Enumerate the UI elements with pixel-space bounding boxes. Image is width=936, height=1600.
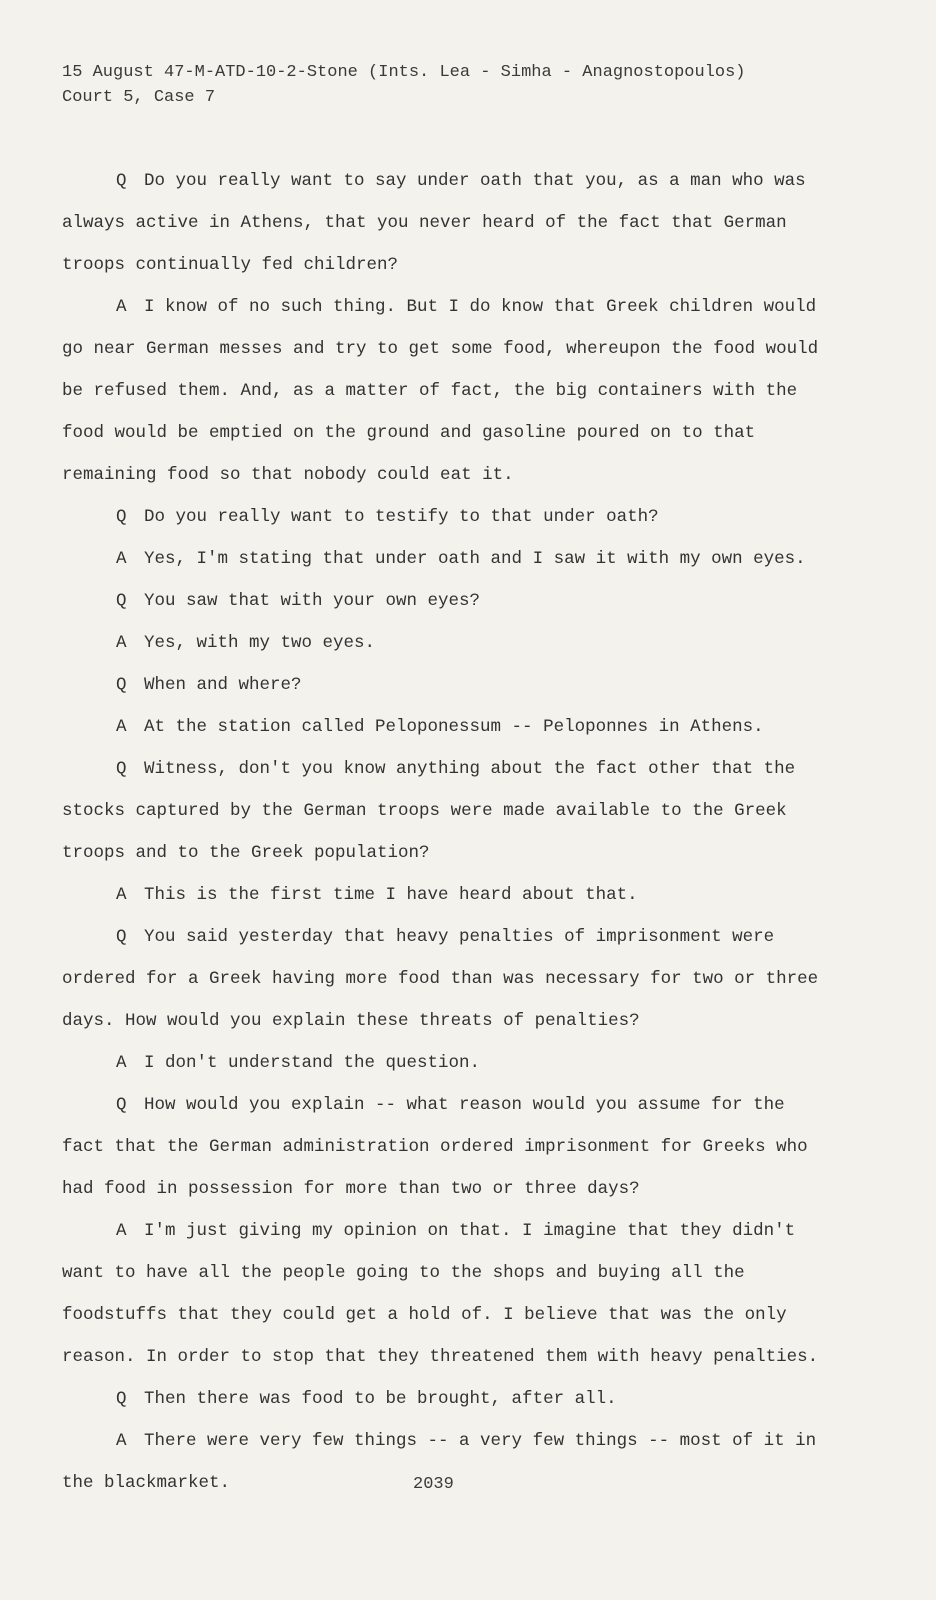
transcript-body (62, 160, 822, 1504)
paragraph-text: This is the first time I have heard about that. (144, 885, 638, 905)
speaker-label: Q (116, 1095, 127, 1115)
speaker-label: A (116, 1431, 127, 1451)
speaker-label: Q (116, 507, 127, 527)
paragraph-text: Do you really want to testify to that under oath? (144, 507, 659, 527)
transcript-paragraph (62, 538, 822, 580)
speaker-label: Q (116, 1389, 127, 1409)
transcript-paragraph (62, 160, 822, 286)
transcript-paragraph (62, 1084, 822, 1210)
header-line-2: Court 5, Case 7 (62, 88, 216, 107)
paragraph-text: Yes, I'm stating that under oath and I saw it with my own eyes. (144, 549, 806, 569)
paragraph-text: Do you really want to say under oath that you, as a man who was always active in Athens, that you never heard of the fact that German troops continually fed children? (62, 171, 806, 275)
speaker-label: Q (116, 759, 127, 779)
transcript-paragraph (62, 622, 822, 664)
transcript-paragraph (62, 496, 822, 538)
transcript-paragraph (62, 706, 822, 748)
paragraph-text: When and where? (144, 675, 302, 695)
paragraph-text: There were very few things -- a very few things -- most of it in the blackmarket. (62, 1431, 817, 1493)
speaker-label: A (116, 297, 127, 317)
paragraph-text: Yes, with my two eyes. (144, 633, 376, 653)
speaker-label: A (116, 549, 127, 569)
speaker-label: Q (116, 927, 127, 947)
page-number: 2039 (413, 1475, 454, 1494)
paragraph-text: I know of no such thing. But I do know that Greek children would go near German messes and try to get some food, whereupon the food would be refused them. And, as a matter of fact, the big containers with the food would be emptied on the ground and gasoline poured on to that remaining food so that nobody could eat it. (62, 297, 819, 485)
transcript-paragraph (62, 1378, 822, 1420)
document-header (62, 60, 746, 110)
speaker-label: Q (116, 171, 127, 191)
transcript-paragraph (62, 916, 822, 1042)
transcript-paragraph (62, 664, 822, 706)
speaker-label: Q (116, 591, 127, 611)
paragraph-text: Then there was food to be brought, after all. (144, 1389, 617, 1409)
paragraph-text: I don't understand the question. (144, 1053, 481, 1073)
paragraph-text: I'm just giving my opinion on that. I imagine that they didn't want to have all the people going to the shops and buying all the foodstuffs that they could get a hold of. I believe that was the only reason. In order to stop that they threatened them with heavy penalties. (62, 1221, 819, 1367)
speaker-label: A (116, 1053, 127, 1073)
transcript-paragraph (62, 1210, 822, 1378)
speaker-label: A (116, 885, 127, 905)
speaker-label: A (116, 717, 127, 737)
paragraph-text: You said yesterday that heavy penalties of imprisonment were ordered for a Greek having more food than was necessary for two or three days. How would you explain these threats of penalties? (62, 927, 819, 1031)
header-line-1: 15 August 47-M-ATD-10-2-Stone (Ints. Lea - Simha - Anagnostopoulos) (62, 63, 746, 82)
transcript-paragraph (62, 874, 822, 916)
speaker-label: A (116, 1221, 127, 1241)
transcript-paragraph (62, 286, 822, 496)
speaker-label: A (116, 633, 127, 653)
transcript-paragraph (62, 580, 822, 622)
transcript-paragraph (62, 1042, 822, 1084)
paragraph-text: How would you explain -- what reason would you assume for the fact that the German administration ordered imprisonment for Greeks who had food in possession for more than two or three days? (62, 1095, 808, 1199)
paragraph-text: Witness, don't you know anything about the fact other that the stocks captured by the German troops were made available to the Greek troops and to the Greek population? (62, 759, 796, 863)
paragraph-text: At the station called Peloponessum -- Peloponnes in Athens. (144, 717, 764, 737)
speaker-label: Q (116, 675, 127, 695)
paragraph-text: You saw that with your own eyes? (144, 591, 481, 611)
transcript-paragraph (62, 748, 822, 874)
